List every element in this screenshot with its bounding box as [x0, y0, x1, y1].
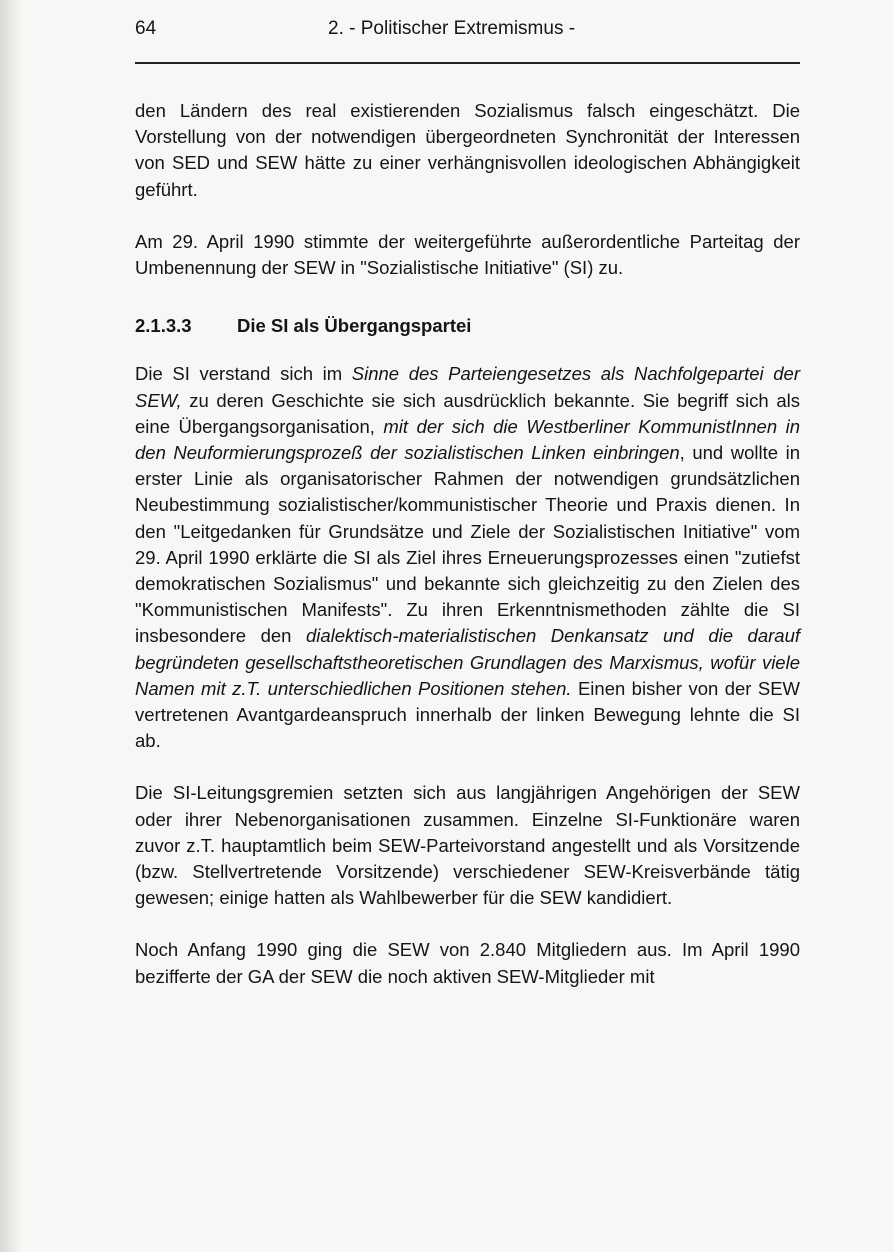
- text-segment: Die SI verstand sich im: [135, 363, 352, 385]
- paragraph: [135, 361, 800, 754]
- text-segment: Die SI-Leitungsgremien setzten sich aus langjährigen Angehörigen der SEW oder ihrer Nebenorganisationen zusammen. Einzelne SI-Funktionäre waren zuvor z.T. hauptamtlich beim SEW-Parteivorstand angestellt und als Vorsitzende (bzw. Stellvertretende Vorsitzende) verschiedener SEW-Kreisverbände tätig gewesen; einige hatten als Wahlbewerber für die SEW kandidiert.: [135, 782, 800, 909]
- text-segment: Am 29. April 1990 stimmte der weitergeführte außerordentliche Parteitag der Umbenennung der SEW in "Sozialistische Initiative" (SI) zu.: [135, 230, 800, 279]
- section-title: Die SI als Übergangspartei: [237, 315, 472, 337]
- section-number: 2.1.3.3: [135, 315, 192, 337]
- section-heading: [135, 313, 800, 339]
- text-segment: Noch Anfang 1990 ging die SEW von 2.840 Mitgliedern aus. Im April 1990 bezifferte der GA der SEW die noch aktiven SEW-Mitglieder mit: [135, 939, 800, 987]
- page-body: [135, 98, 800, 990]
- text-segment: , und wollte in erster Linie als organisatorischer Rahmen der notwendigen grundsätzlichen Neubestimmung sozialistischer/kommunistischer Theorie und Praxis dienen. In den "Leitgedanken für Grundsätze und Ziele der Sozialistischen Initiative" vom 29. April 1990 erklärte die SI als Ziel ihres Erneuerungsprozesses einen "zutiefst demokratischen Sozialismus" und bekannte sich gleichzeitig zu den Zielen des "Kommunistischen Manifests". Zu ihren Erkenntnismethoden zählte die SI insbesondere den: [135, 442, 800, 647]
- paragraph: [135, 780, 800, 911]
- italic-segment: dialektisch-materialistischen Denkansatz und die darauf begründeten gesellschaftstheoretischen Grundlagen des Marxismus, wofür viele Namen mit z.T. unterschiedlichen Positionen stehen.: [135, 625, 801, 699]
- page-header: [135, 18, 800, 48]
- text-segment: den Ländern des real existierenden Sozialismus falsch eingeschätzt. Die Vorstellung von der notwendigen übergeordneten Synchronität der Interessen von SED und SEW hätte zu einer verhängnisvollen ideologischen Abhängigkeit geführt.: [135, 100, 800, 200]
- italic-segment: Sinne des Parteiengesetzes als Nachfolgepartei der SEW,: [135, 363, 800, 411]
- text-segment: zu deren Geschichte sie sich ausdrücklich bekannte. Sie begriff sich als eine Übergangsorganisation,: [135, 389, 800, 437]
- page-number: 64: [135, 18, 157, 39]
- paragraph: [135, 937, 800, 989]
- paragraph: [135, 229, 800, 281]
- header-rule: [135, 62, 800, 64]
- text-segment: Einen bisher von der SEW vertretenen Avantgardeanspruch innerhalb der linken Bewegung lehnte die SI ab.: [135, 677, 800, 752]
- running-title: 2. - Politischer Extremismus -: [328, 18, 576, 39]
- italic-segment: mit der sich die Westberliner KommunistInnen in den Neuformierungsprozeß der sozialistischen Linken einbringen: [135, 415, 800, 464]
- paragraph: [135, 98, 800, 203]
- page-spine-shadow: [0, 0, 22, 1252]
